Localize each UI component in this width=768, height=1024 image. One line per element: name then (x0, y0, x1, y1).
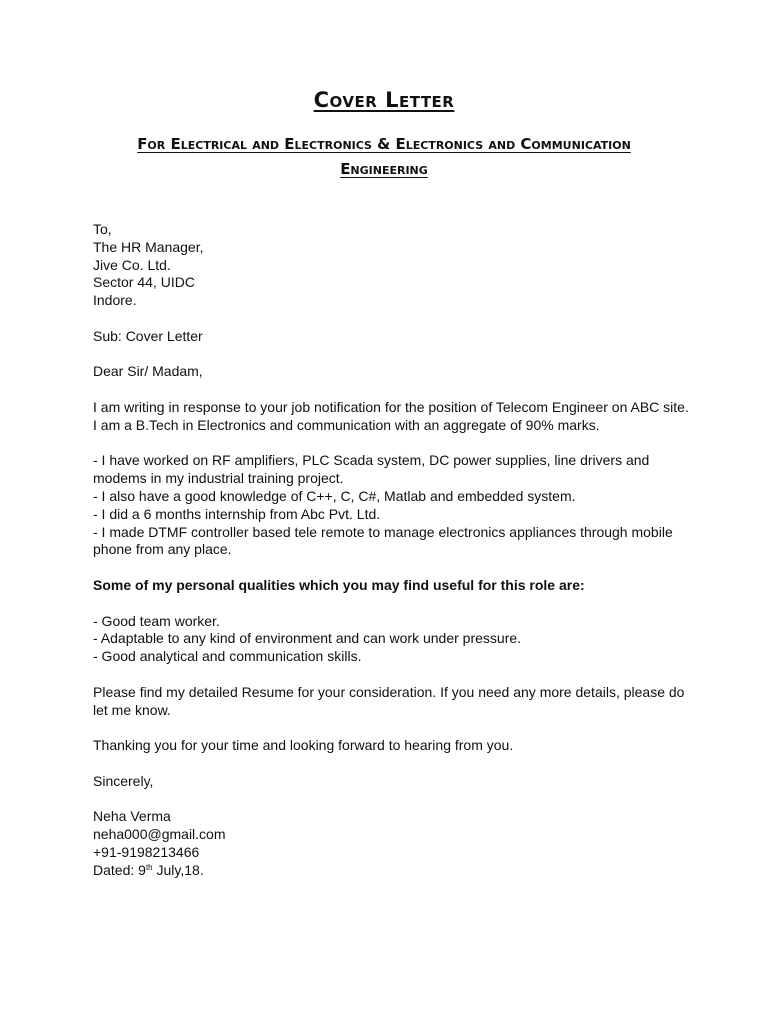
qualities-heading (93, 577, 693, 595)
letter-body (93, 221, 693, 879)
list-item: - I made DTMF controller based tele remote to manage electronics appliances through mobile phone from any place. (93, 523, 673, 558)
closing-text: Please find my detailed Resume for your consideration. If you need any more details, please do let me know. (93, 683, 685, 718)
address-city: Indore. (93, 292, 137, 309)
signature-date (93, 862, 693, 880)
thanks-text: Thanking you for your time and looking forward to hearing from you. (93, 737, 514, 754)
signature-phone: +91-9198213466 (93, 843, 200, 860)
list-item: - Good team worker. (93, 612, 220, 629)
salutation (93, 363, 693, 381)
signoff-text: Sincerely, (93, 772, 154, 789)
list-item: - Adaptable to any kind of environment and can work under pressure. (93, 630, 522, 647)
document-subtitle: For Electrical and Electronics & Electronics and Communication Engineering (137, 135, 631, 178)
thanks-paragraph (93, 737, 693, 755)
address-company: Jive Co. Ltd. (93, 256, 171, 273)
address-street: Sector 44, UIDC (93, 274, 195, 291)
qualities-heading-text: Some of my personal qualities which you may find useful for this role are: (93, 576, 585, 593)
list-item: - I did a 6 months internship from Abc Pvt. Ltd. (93, 505, 381, 522)
list-item: - I also have a good knowledge of C++, C, C#, Matlab and embedded system. (93, 487, 576, 504)
intro-line-1: I am writing in response to your job notification for the position of Telecom Engineer on ABC site. (93, 398, 689, 415)
qualities-list (93, 613, 693, 666)
list-item: - I have worked on RF amplifiers, PLC Scada system, DC power supplies, line drivers and modems in my industrial training project. (93, 452, 650, 487)
date-ordinal: th (145, 862, 153, 872)
signature-block (93, 808, 693, 879)
intro-line-2: I am a B.Tech in Electronics and communication with an aggregate of 90% marks. (93, 416, 600, 433)
address-to: To, (93, 221, 112, 237)
date-prefix: Dated: 9 (93, 861, 146, 878)
subject-text: Sub: Cover Letter (93, 327, 203, 344)
signoff (93, 773, 693, 791)
date-suffix: July,18. (152, 861, 204, 878)
address-recipient: The HR Manager, (93, 238, 204, 255)
document-title: Cover Letter (313, 88, 455, 112)
experience-list (93, 452, 693, 559)
recipient-address (93, 221, 693, 310)
list-item: - Good analytical and communication skills. (93, 648, 362, 665)
subject-line (93, 328, 693, 346)
salutation-text: Dear Sir/ Madam, (93, 363, 203, 380)
signature-name: Neha Verma (93, 808, 171, 825)
signature-email: neha000@gmail.com (93, 826, 226, 843)
intro-paragraph (93, 399, 693, 435)
closing-paragraph (93, 684, 693, 720)
